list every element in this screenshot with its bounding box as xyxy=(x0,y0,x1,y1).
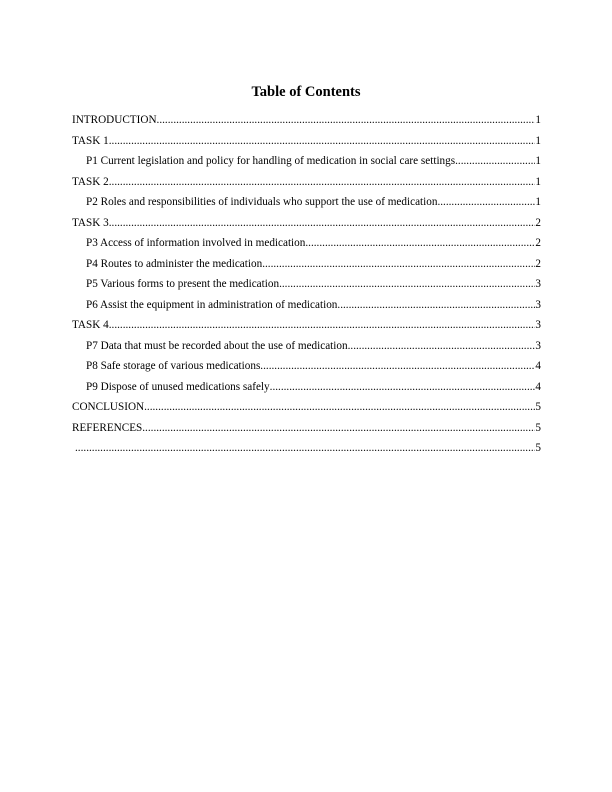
table-of-contents xyxy=(72,113,541,462)
toc-dot-leader xyxy=(109,216,536,230)
toc-page-number: 5 xyxy=(535,401,541,413)
toc-entry-conclusion[interactable] xyxy=(72,400,541,421)
toc-page-number: 5 xyxy=(535,442,541,454)
toc-page-number: 2 xyxy=(535,216,541,229)
toc-entry-p2[interactable] xyxy=(72,195,541,216)
toc-entry-p4[interactable] xyxy=(72,257,541,278)
toc-dot-leader xyxy=(75,441,535,455)
toc-entry-label: P8 Safe storage of various medications xyxy=(86,360,261,372)
toc-dot-leader xyxy=(279,277,535,291)
toc-page-number: 1 xyxy=(535,175,541,188)
toc-entry-label: P6 Assist the equipment in administration of medication xyxy=(86,298,338,311)
toc-dot-leader xyxy=(109,318,536,332)
toc-entry-label: CONCLUSION xyxy=(72,401,145,413)
toc-entry-task-3[interactable] xyxy=(72,216,541,237)
toc-entry-task-2[interactable] xyxy=(72,175,541,196)
toc-dot-leader xyxy=(348,339,536,353)
toc-page-number: 5 xyxy=(535,421,541,434)
toc-page-number: 3 xyxy=(535,278,541,290)
toc-dot-leader xyxy=(144,400,535,414)
toc-entry-label: REFERENCES xyxy=(72,421,143,434)
toc-entry-references[interactable] xyxy=(72,421,541,442)
toc-entry-task-1[interactable] xyxy=(72,134,541,155)
toc-dot-leader xyxy=(109,134,536,148)
toc-entry-label: P2 Roles and responsibilities of individuals who support the use of medication xyxy=(86,196,438,208)
toc-entry-task-4[interactable] xyxy=(72,318,541,339)
toc-entry-label: P3 Access of information involved in medication xyxy=(86,237,306,249)
toc-entry-label: P4 Routes to administer the medication xyxy=(86,257,263,270)
toc-page-number: 2 xyxy=(535,237,541,249)
toc-entry-p5[interactable] xyxy=(72,277,541,298)
toc-entry-p6[interactable] xyxy=(72,298,541,319)
toc-entry-label: P7 Data that must be recorded about the use of medication xyxy=(86,339,348,352)
toc-page-number: 1 xyxy=(535,155,541,167)
toc-entry-label: TASK 4 xyxy=(72,319,109,331)
toc-entry-p9[interactable] xyxy=(72,380,541,401)
toc-dot-leader xyxy=(437,195,535,209)
toc-dot-leader xyxy=(455,154,535,168)
toc-entry-label: P5 Various forms to present the medication xyxy=(86,278,280,290)
toc-page-number: 4 xyxy=(535,360,541,372)
toc-entry-label: P9 Dispose of unused medications safely xyxy=(86,380,270,393)
toc-entry-label: TASK 1 xyxy=(72,134,109,147)
toc-page-number: 3 xyxy=(535,298,541,311)
toc-entry-p3[interactable] xyxy=(72,236,541,257)
toc-dot-leader xyxy=(142,421,535,435)
toc-entry-label: TASK 3 xyxy=(72,216,109,229)
toc-entry-p8[interactable] xyxy=(72,359,541,380)
toc-page-number: 1 xyxy=(535,134,541,147)
toc-dot-leader xyxy=(262,257,535,271)
toc-entry-label: INTRODUCTION xyxy=(72,114,157,126)
toc-dot-leader xyxy=(337,298,535,312)
toc-page-number: 2 xyxy=(535,257,541,270)
toc-page-number: 3 xyxy=(535,319,541,331)
toc-entry-p1[interactable] xyxy=(72,154,541,175)
toc-entry-label: P1 Current legislation and policy for handling of medication in social care settings xyxy=(86,155,456,167)
toc-dot-leader xyxy=(305,236,535,250)
toc-dot-leader xyxy=(260,359,535,373)
toc-entry-label: TASK 2 xyxy=(72,175,109,188)
toc-title: Table of Contents xyxy=(251,84,361,100)
toc-page-number: 4 xyxy=(535,380,541,393)
toc-entry-p7[interactable] xyxy=(72,339,541,360)
toc-dot-leader xyxy=(109,175,536,189)
toc-entry-untitled[interactable] xyxy=(72,441,541,462)
toc-page-number: 1 xyxy=(535,196,541,208)
toc-dot-leader xyxy=(157,113,536,127)
toc-page-number: 1 xyxy=(535,114,541,126)
toc-dot-leader xyxy=(270,380,536,394)
toc-page-number: 3 xyxy=(535,339,541,352)
toc-entry-introduction[interactable] xyxy=(72,113,541,134)
